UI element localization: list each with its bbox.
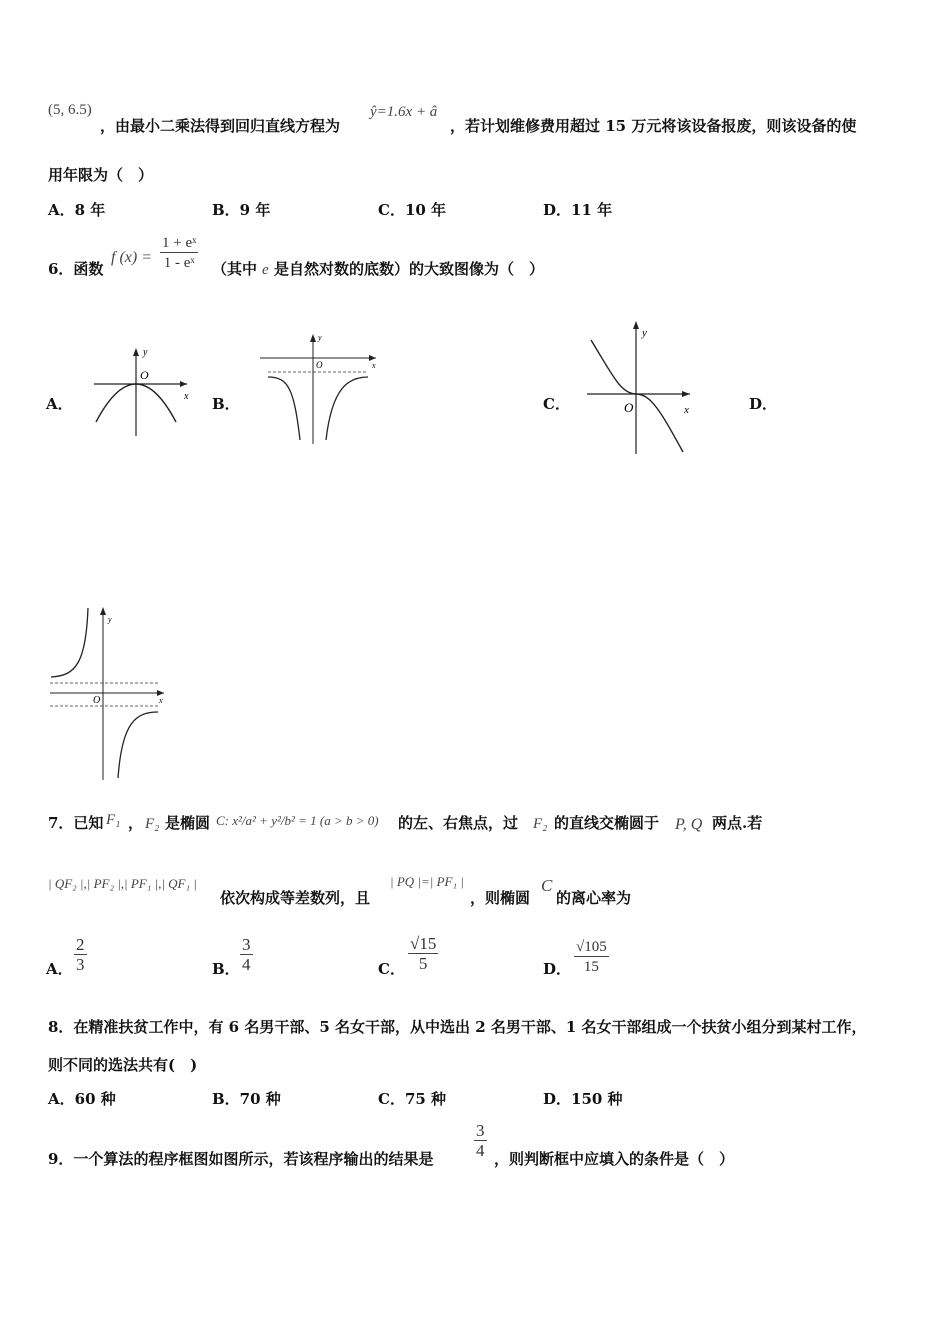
q5-text3: 用年限为（ ） [48,166,154,184]
q7-a-den: 3 [76,955,85,974]
q7-F2-second: F₂ [533,816,548,832]
q6-func-lhs: f (x) = [111,249,152,266]
origin-label: O [140,368,149,382]
q7-text-a: 是椭圆 [165,814,211,832]
q7-comma: ， [128,814,144,832]
origin-label: O [316,360,323,370]
q7-d-den: 15 [583,959,599,975]
q7-prefix: 7．已知 [48,814,104,832]
q7-option-a-value [74,936,87,975]
q6-label-a: A． [46,395,73,413]
right-branch [118,712,158,778]
q7-option-d-value [574,938,609,977]
y-axis-arrow [310,334,316,342]
x-label: x [159,696,163,705]
x-label: x [372,361,376,370]
q8-option-a: A．60 种 [48,1090,116,1108]
q6-func-numerator: 1 + eˣ [162,235,197,251]
cubic-curve [591,340,683,452]
q9-prefix: 9．一个算法的程序框图如图所示，若该程序输出的结果是 [48,1150,434,1168]
q6-function-fraction [160,234,198,273]
left-branch [268,377,300,440]
q6-func-denominator: 1 - eˣ [163,255,195,271]
q7-ellipse-equation: C: x²/a² + y²/b² = 1 (a > b > 0) [216,813,379,828]
q6-graph-d [48,604,173,784]
left-branch [51,608,88,677]
y-label: y [108,615,112,624]
q8-option-d: D．150 种 [543,1090,623,1108]
y-label: y [642,327,647,339]
y-axis-arrow [633,321,639,329]
q7-text-d: 两点.若 [712,814,763,832]
q9-den: 4 [476,1141,485,1160]
q6-graph-a [92,344,192,439]
q7-text-e: 依次构成等差数列，且 [220,889,371,907]
x-axis-arrow [682,391,690,397]
origin-label: O [93,695,101,706]
q5-equation: ŷ=1.6x + â [370,104,438,120]
y-label: y [143,347,148,358]
q7-c-den: 5 [418,954,428,973]
q8-line1: 8．在精准扶贫工作中，有 6 名男干部、5 名女干部，从中选出 2 名男干部、1 名女干部组成一个扶贫小组分到某村工作， [48,1018,867,1036]
q7-option-a-label: A． [46,960,73,978]
q7-option-b-value [240,936,253,975]
q7-sequence: | QF₂ |,| PF₂ |,| PF₁ |,| QF₁ | [48,876,197,891]
q6-graph-c [585,318,695,456]
q7-option-c-label: C． [378,960,405,978]
q9-num: 3 [476,1121,485,1140]
q7-b-den: 4 [242,955,251,974]
q5-option-b: B．9 年 [212,201,271,219]
q6-graph-b [258,328,383,446]
q8-option-c: C．75 种 [378,1090,447,1108]
q5-text2: ，若计划维修费用超过 15 万元将该设备报废，则该设备的使 [450,117,857,135]
q7-text-g: 的离心率为 [556,889,632,907]
origin-label: O [624,400,634,415]
y-axis-arrow [100,607,106,615]
q7-option-d-label: D． [543,960,572,978]
q7-text-b: 的左、右焦点，过 [398,814,519,832]
q6-middle: （其中 [212,260,258,278]
q6-e-var: e [262,262,269,278]
q7-F2-first: F₂ [145,816,160,832]
q6-label-b: B． [212,395,240,413]
q5-point: (5, 6.5) [48,102,92,118]
q8-option-b: B．70 种 [212,1090,281,1108]
right-branch [326,377,368,440]
q7-option-b-label: B． [212,960,240,978]
q7-condition: | PQ |=| PF₁ | [390,874,464,889]
y-label: y [318,333,322,342]
q7-PQ: P, Q [675,816,703,833]
q7-b-num: 3 [242,935,251,954]
q5-option-c: C．10 年 [378,201,447,219]
q5-text1: ，由最小二乘法得到回归直线方程为 [100,117,341,135]
q6-suffix: 是自然对数的底数）的大致图像为（ ） [274,260,545,278]
q7-text-f: ，则椭圆 [470,889,531,907]
q9-suffix: ，则判断框中应填入的条件是（ ） [494,1150,735,1168]
x-label: x [184,391,189,402]
q5-option-d: D．11 年 [543,201,613,219]
q7-F1: F₁ [106,812,121,828]
q9-fraction [474,1122,487,1161]
q7-a-num: 2 [76,935,85,954]
y-axis-arrow [133,348,139,356]
q7-C: C [541,876,553,895]
q7-text-c: 的直线交椭圆于 [554,814,660,832]
q7-d-num: √105 [576,939,607,955]
q8-line2: 则不同的选法共有( ) [48,1056,198,1074]
q6-label-d: D． [749,395,778,413]
q5-option-a: A．8 年 [48,201,106,219]
q6-prefix: 6．函数 [48,260,104,278]
q6-label-c: C． [543,395,570,413]
q7-c-num: √15 [410,934,437,953]
x-axis-arrow [180,381,187,387]
q7-option-c-value [408,935,438,974]
x-label: x [684,404,689,416]
